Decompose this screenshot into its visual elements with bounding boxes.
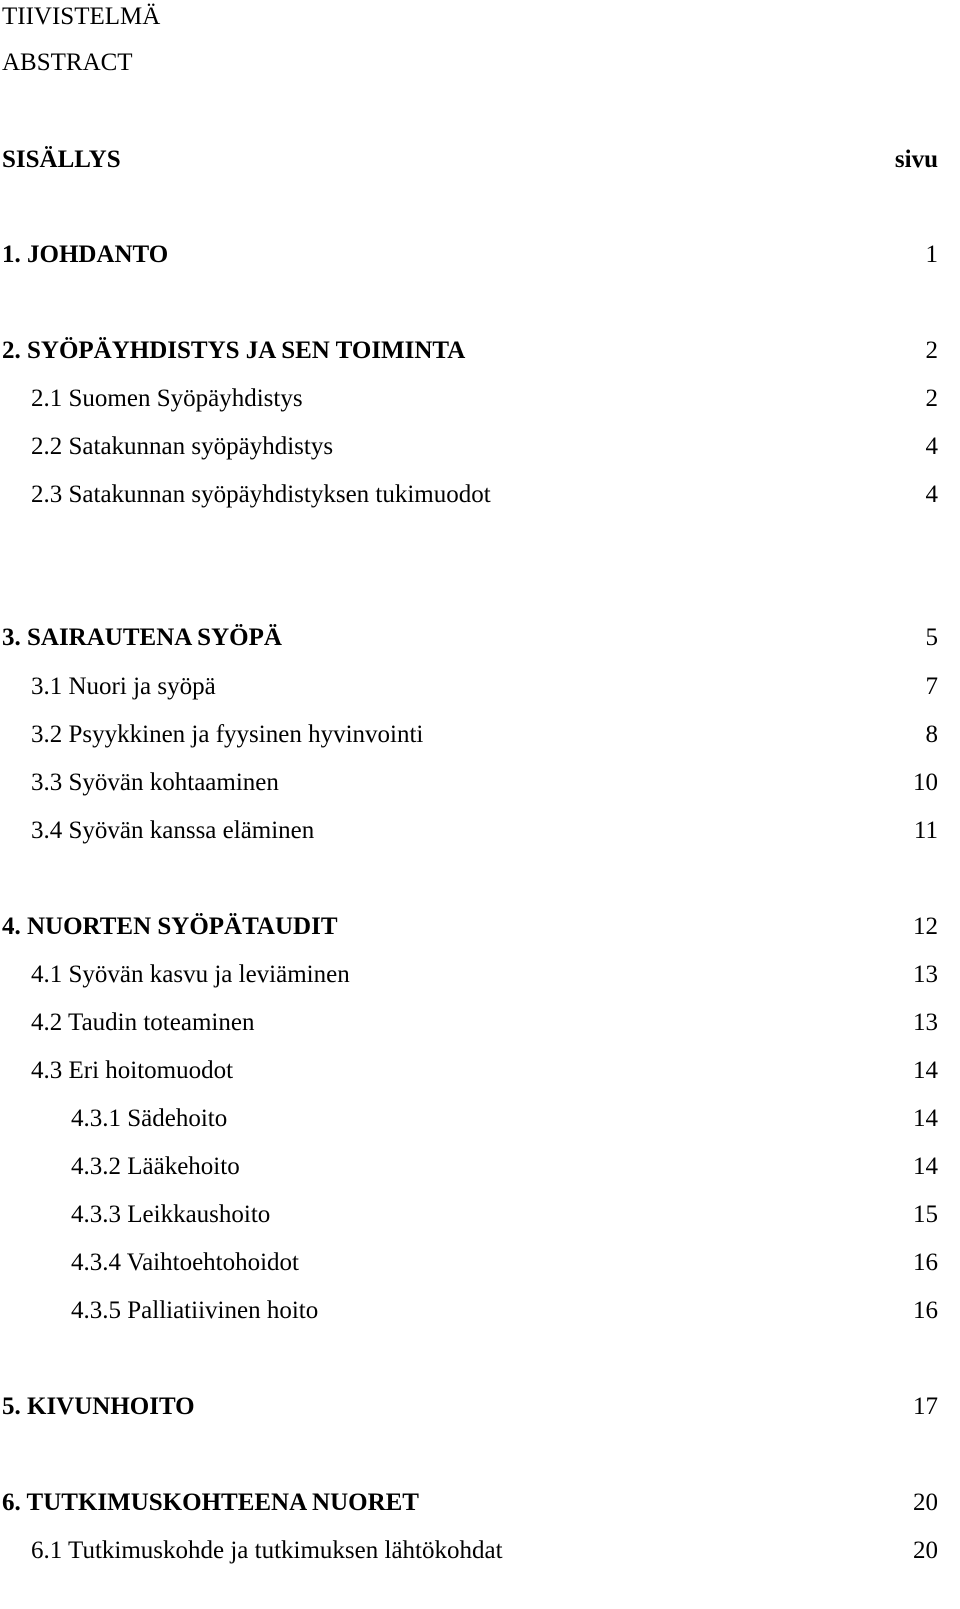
toc-entry [2, 1486, 938, 1520]
abstract-label: ABSTRACT [2, 49, 133, 76]
toc-entry-title: 2.1 Suomen Syöpäyhdistys [31, 385, 303, 412]
toc-entry [2, 1006, 938, 1040]
toc-entry-page: 11 [913, 817, 938, 844]
toc-entry-title: 3. SAIRAUTENA SYÖPÄ [2, 624, 282, 651]
toc-heading-row [2, 143, 938, 177]
toc-entry [2, 334, 938, 368]
toc-entry-page: 14 [913, 1105, 938, 1132]
toc-entry-page: 8 [925, 721, 938, 748]
toc-entry-page: 17 [913, 1393, 938, 1420]
toc-entry [2, 238, 938, 272]
toc-entry-title: 2.3 Satakunnan syöpäyhdistyksen tukimuodot [31, 481, 491, 508]
toc-entry-title: 3.4 Syövän kanssa eläminen [31, 817, 315, 844]
toc-entry-page: 13 [913, 1009, 938, 1036]
toc-entry-title: 4.3 Eri hoitomuodot [31, 1057, 234, 1084]
toc-entry-page: 20 [913, 1537, 938, 1564]
toc-entry-title: 4.1 Syövän kasvu ja leviäminen [31, 961, 350, 988]
toc-entry-title: 4.3.1 Sädehoito [71, 1105, 228, 1132]
toc-entry [2, 1294, 938, 1328]
toc-entry-title: 4. NUORTEN SYÖPÄTAUDIT [2, 913, 338, 940]
toc-entry-page: 10 [913, 769, 938, 796]
toc-entry-page: 1 [925, 241, 938, 268]
toc-entry [2, 814, 938, 848]
toc-entry-page: 16 [913, 1249, 938, 1276]
toc-entry-title: 4.3.5 Palliatiivinen hoito [71, 1297, 319, 1324]
tiivistelma-label: TIIVISTELMÄ [2, 3, 161, 30]
toc-entry-page: 14 [913, 1153, 938, 1180]
toc-entry-title: 5. KIVUNHOITO [2, 1393, 195, 1420]
toc-entry [2, 1198, 938, 1232]
toc-entry [2, 910, 938, 944]
toc-entry [2, 670, 938, 704]
toc-entry-page: 20 [913, 1489, 938, 1516]
toc-entry [2, 430, 938, 464]
toc-entry-page: 13 [913, 961, 938, 988]
toc-entry-page: 16 [913, 1297, 938, 1324]
toc-entry-title: 4.2 Taudin toteaminen [31, 1009, 255, 1036]
toc-entry [2, 766, 938, 800]
toc-entry-title: 6.1 Tutkimuskohde ja tutkimuksen lähtökohdat [31, 1537, 503, 1564]
toc-heading: SISÄLLYS [2, 146, 121, 173]
toc-entry-page: 2 [925, 385, 938, 412]
toc-entry-title: 2. SYÖPÄYHDISTYS JA SEN TOIMINTA [2, 337, 466, 364]
toc-entry-title: 2.2 Satakunnan syöpäyhdistys [31, 433, 334, 460]
toc-entry-page: 12 [913, 913, 938, 940]
toc-entry [2, 958, 938, 992]
toc-entry-page: 15 [913, 1201, 938, 1228]
toc-entry [2, 1246, 938, 1280]
toc-entry-title: 4.3.3 Leikkaushoito [71, 1201, 271, 1228]
toc-entry-title: 4.3.4 Vaihtoehtohoidot [71, 1249, 300, 1276]
toc-entry [2, 1054, 938, 1088]
toc-entry-page: 5 [925, 624, 938, 651]
toc-entry-title: 3.3 Syövän kohtaaminen [31, 769, 279, 796]
toc-entry-page: 4 [925, 481, 938, 508]
toc-entry [2, 1102, 938, 1136]
toc-entry [2, 718, 938, 752]
toc-entry-title: 1. JOHDANTO [2, 241, 169, 268]
front-matter-abstract [2, 46, 938, 80]
toc-entry-title: 3.1 Nuori ja syöpä [31, 673, 216, 700]
toc-entry-page: 7 [925, 673, 938, 700]
toc-entry-page: 2 [925, 337, 938, 364]
toc-entry-title: 4.3.2 Lääkehoito [71, 1153, 240, 1180]
toc-entry [2, 1150, 938, 1184]
toc-entry-title: 3.2 Psyykkinen ja fyysinen hyvinvointi [31, 721, 424, 748]
toc-entry-title: 6. TUTKIMUSKOHTEENA NUORET [2, 1489, 419, 1516]
toc-entry-page: 4 [925, 433, 938, 460]
page-column-label: sivu [894, 146, 938, 173]
toc-entry [2, 382, 938, 416]
toc-entry [2, 478, 938, 512]
toc-entry [2, 1390, 938, 1424]
toc-entry-page: 14 [913, 1057, 938, 1084]
front-matter-tiivistelma [2, 0, 938, 34]
toc-entry [2, 621, 938, 655]
toc-entry [2, 1534, 938, 1568]
